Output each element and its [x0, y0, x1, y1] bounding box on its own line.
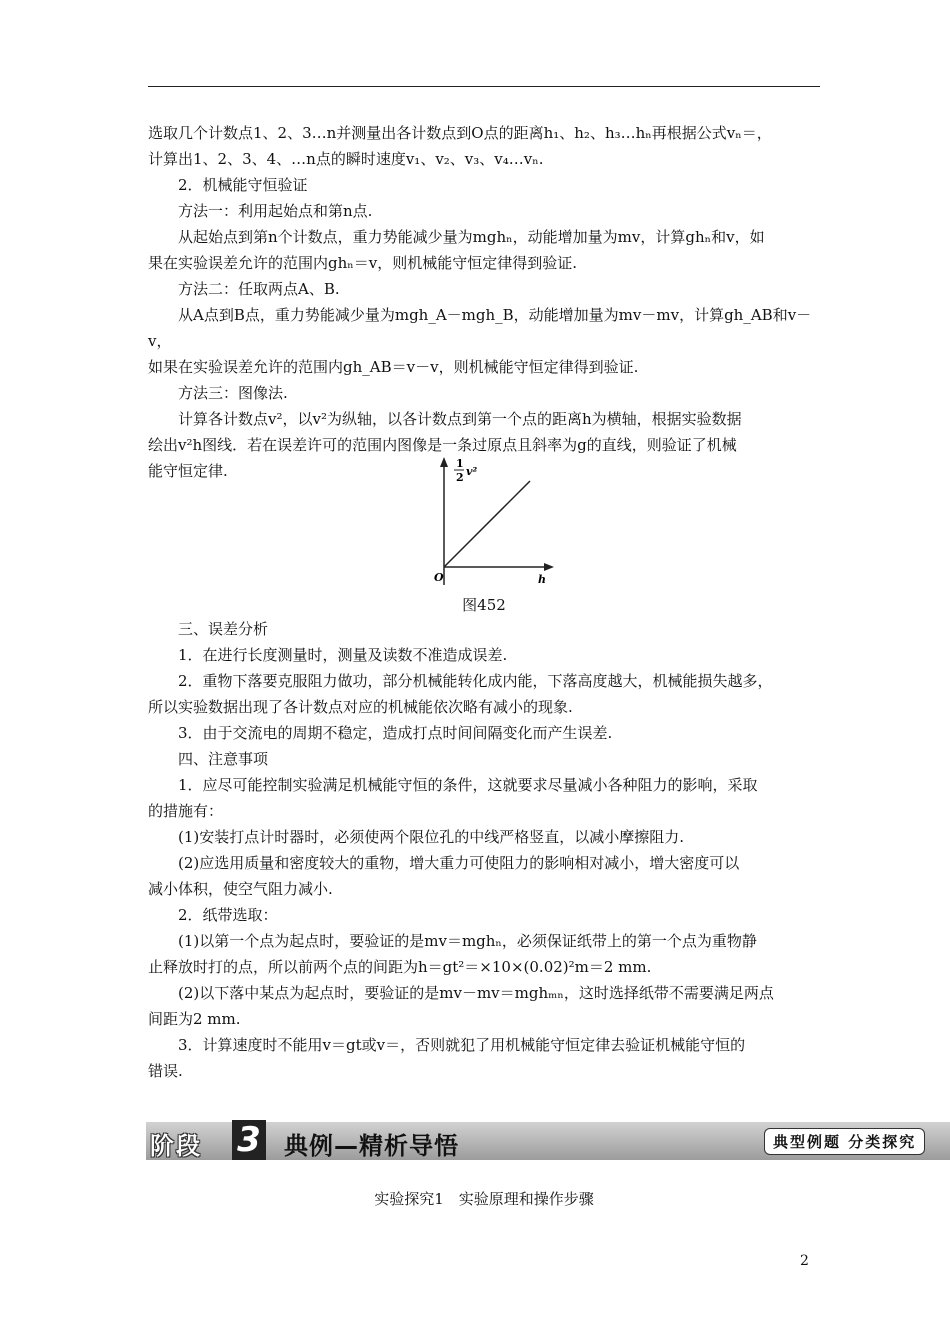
section-banner: [146, 1122, 950, 1160]
text-line: (1)安装打点计时器时，必须使两个限位孔的中线严格竖直，以减小摩擦阻力.: [178, 828, 685, 846]
text-line: 方法二：任取两点A、B.: [178, 280, 340, 298]
text-line: 方法一：利用起始点和第n点.: [178, 202, 373, 220]
text-line: 2．纸带选取：: [178, 906, 278, 924]
banner-tag: 典型例题 分类探究: [764, 1128, 925, 1155]
origin-label: O: [434, 571, 444, 584]
text-line: 错误.: [148, 1062, 183, 1080]
text-line: 所以实验数据出现了各计数点对应的机械能依次略有减小的现象.: [148, 698, 573, 716]
ylabel-numerator: 1: [456, 457, 464, 470]
text-line: (2)以下落中某点为起点时，要验证的是mv－mv＝mghₘₙ，这时选择纸带不需要满足两点: [178, 984, 774, 1002]
proportional-line: [444, 481, 530, 567]
text-line: 计算各计数点v²，以v²为纵轴，以各计数点到第一个点的距离h为横轴，根据实验数据: [178, 410, 742, 428]
text-line: 减小体积，使空气阻力减小.: [148, 880, 333, 898]
text-line: 从起始点到第n个计数点，重力势能减少量为mghₙ，动能增加量为mv，计算ghₙ和v，如: [178, 228, 765, 246]
text-line: 从A点到B点，重力势能减少量为mgh_A－mgh_B，动能增加量为mv－mv，计算gh_AB和v－v，: [148, 306, 812, 350]
text-line: 2．重物下落要克服阻力做功，部分机械能转化成内能，下落高度越大，机械能损失越多，: [178, 672, 773, 690]
text-line: 绘出v²h图线．若在误差许可的范围内图像是一条过原点且斜率为g的直线，则验证了机械: [148, 436, 737, 454]
text-line: 方法三：图像法.: [178, 384, 288, 402]
figure-caption: 图452: [462, 596, 506, 614]
banner-stage-number: 3: [232, 1120, 266, 1160]
ylabel-variable: v²: [466, 465, 478, 478]
xlabel: h: [538, 573, 546, 586]
text-line: 3．由于交流电的周期不稳定，造成打点时间间隔变化而产生误差.: [178, 724, 613, 742]
text-line: (2)应选用质量和密度较大的重物，增大重力可使阻力的影响相对减小，增大密度可以: [178, 854, 740, 872]
body-text-bottom: [148, 616, 820, 1084]
text-line: 计算出1、2、3、4、…n点的瞬时速度v₁、v₂、v₃、v₄…vₙ.: [148, 150, 544, 168]
text-line: 2．机械能守恒验证: [178, 176, 308, 194]
text-line: 四、注意事项: [178, 750, 269, 768]
banner-stage-label: 阶段: [150, 1132, 202, 1160]
text-line: 如果在实验误差允许的范围内gh_AB＝v－v，则机械能守恒定律得到验证.: [148, 358, 639, 376]
banner-title: 典例—精析导悟: [284, 1132, 459, 1160]
text-line: 3．计算速度时不能用v＝gt或v＝，否则就犯了用机械能守恒定律去验证机械能守恒的: [178, 1036, 746, 1054]
text-line: 1．在进行长度测量时，测量及读数不准造成误差.: [178, 646, 508, 664]
header-rule: [148, 86, 820, 87]
text-line: 间距为2 mm.: [148, 1010, 241, 1028]
v2-h-graph: [430, 455, 570, 590]
y-axis-arrow: [440, 457, 448, 467]
text-line: 果在实验误差允许的范围内ghₙ＝v，则机械能守恒定律得到验证.: [148, 254, 577, 272]
x-axis-arrow: [544, 563, 554, 571]
subheading: 实验探究1 实验原理和操作步骤: [374, 1190, 594, 1208]
page-number: 2: [800, 1253, 809, 1269]
ylabel-denominator: 2: [456, 471, 464, 484]
text-line: 的措施有：: [148, 802, 224, 820]
text-line: 止释放时打的点，所以前两个点的间距为h＝gt²＝×10×(0.02)²m＝2 mm.: [148, 958, 652, 976]
text-line: 能守恒定律.: [148, 462, 228, 480]
body-text-top: [148, 120, 820, 484]
text-line: (1)以第一个点为起点时，要验证的是mv＝mghₙ，必须保证纸带上的第一个点为重物静: [178, 932, 757, 950]
text-line: 三、误差分析: [178, 620, 269, 638]
text-line: 1．应尽可能控制实验满足机械能守恒的条件，这就要求尽量减小各种阻力的影响，采取: [178, 776, 758, 794]
text-line: 选取几个计数点1、2、3…n并测量出各计数点到O点的距离h₁、h₂、h₃…hₙ再根据公式vₙ＝，: [148, 124, 772, 142]
